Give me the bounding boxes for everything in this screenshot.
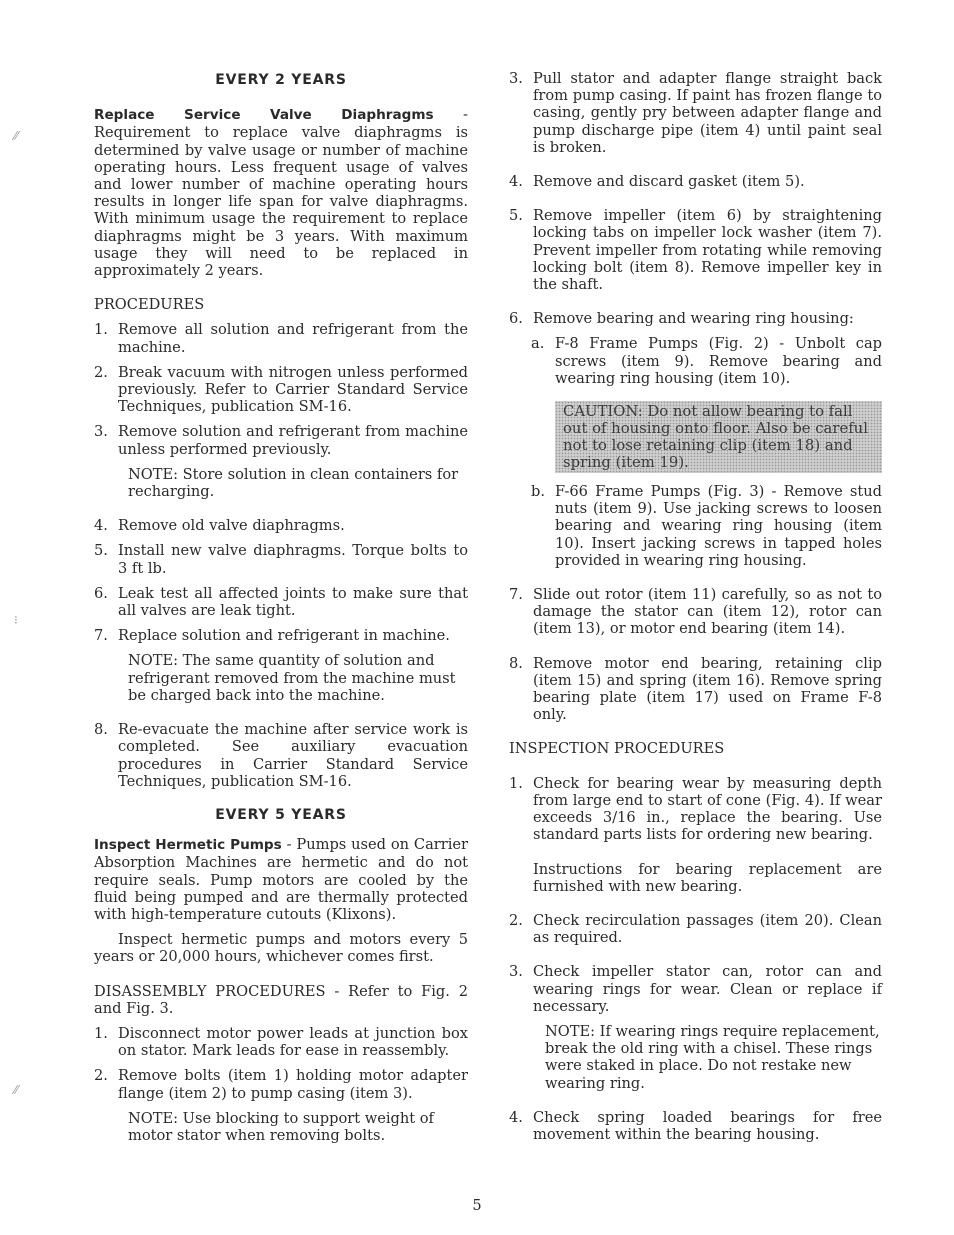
procedure-step: 2. Break vacuum with nitrogen unless performed previously. Refer to Carrier Standard Service Techniques, publication SM-16.: [94, 363, 468, 416]
procedure-step: 6. Leak test all affected joints to make sure that all valves are leak tight.: [94, 584, 468, 620]
disassembly-step: 7. Slide out rotor (item 11) carefully, so as not to damage the stator can (item 12), rotor can (item 13), or motor end bearing (item 14).: [509, 586, 882, 638]
replace-diaphragms-lead: Replace Service Valve Diaphragms: [94, 107, 434, 124]
disassembly-step: 1. Disconnect motor power leads at junction box on stator. Mark leads for ease in reassembly.: [94, 1024, 468, 1060]
disassembly-step: 5. Remove impeller (item 6) by straightening locking tabs on impeller lock washer (item 7). Prevent impeller from rotating while removing locking bolt (item 8). Remove impeller key in the shaft.: [509, 207, 882, 294]
disassembly-step: 2. Remove bolts (item 1) holding motor adapter flange (item 2) to pump casing (item 3).: [94, 1067, 468, 1102]
procedure-step: 4. Remove old valve diaphragms.: [94, 517, 345, 535]
disassembly-step: 4. Remove and discard gasket (item 5).: [509, 173, 805, 191]
inspection-step: 4. Check spring loaded bearings for free movement within the bearing housing.: [509, 1108, 882, 1143]
inspection-step: 1. Check for bearing wear by measuring depth from large end to start of cone (Fig. 4). If wear exceeds 3/16 in., replace the bearing. Use standard parts lists for ordering new bearing.: [509, 774, 882, 844]
sub-step-f8: a. F-8 Frame Pumps (Fig. 2) - Unbolt cap screws (item 9). Remove bearing and wearing ring housing (item 10).: [531, 335, 882, 387]
disassembly-step: 8. Remove motor end bearing, retaining clip (item 15) and spring (item 16). Remove spring bearing plate (item 17) used on Frame F-8 only.: [509, 654, 882, 724]
note-wearing-rings: NOTE: If wearing rings require replacement, break the old ring with a chisel. These rings were staked in place. Do not restake new wearing ring.: [545, 1022, 880, 1092]
note-store-solution: NOTE: Store solution in clean containers for recharging.: [128, 465, 459, 501]
procedures-label: PROCEDURES: [94, 296, 205, 314]
note-use-blocking: NOTE: Use blocking to support weight of motor stator when removing bolts.: [128, 1109, 434, 1144]
note-same-quantity: NOTE: The same quantity of solution and refrigerant removed from the machine must be charged back into the machine.: [128, 652, 456, 704]
replace-diaphragms-body: - Requirement to replace valve diaphragms is determined by valve usage or number of machine operating hours. Less frequent usage of valves and lower number of machine operating hours results in longer life span for valve diaphragms. With minimum usage the requirement to replace diaphragms might be 3 years. With maximum usage they will need to be replaced in approximately 2 years.: [94, 106, 468, 280]
disassembly-label: DISASSEMBLY PROCEDURES - Refer to Fig. 2 and Fig. 3.: [94, 982, 468, 1017]
section-heading-every-5-years: EVERY 5 YEARS: [215, 806, 347, 823]
procedure-step: 8. Re-evacuate the machine after service work is completed. See auxiliary evacuation procedures in Carrier Standard Service Techniques, publication SM-16.: [94, 721, 468, 790]
inspect-pumps-paragraph: [94, 836, 468, 923]
caution-box: CAUTION: Do not allow bearing to fall out of housing onto floor. Also be careful not to lose retaining clip (item 18) and spring (item 19).: [555, 401, 882, 473]
scan-mark: ⁄⁄: [14, 1083, 19, 1097]
inspect-pumps-body: - Pumps used on Carrier Absorption Machines are hermetic and do not require seals. Pump motors are cooled by the fluid being pumped and are thermally protected with high-temperature cutouts (Klixons).: [94, 836, 469, 923]
procedure-step: 7. Replace solution and refrigerant in machine.: [94, 627, 450, 645]
page-number: 5: [472, 1197, 482, 1214]
bearing-instructions: Instructions for bearing replacement are furnished with new bearing.: [533, 860, 882, 895]
section-heading-every-2-years: EVERY 2 YEARS: [215, 72, 347, 88]
sub-step-f66: b. F-66 Frame Pumps (Fig. 3) - Remove stud nuts (item 9). Use jacking screws to loosen bearing and wearing ring housing (item 10). Insert jacking screws in tapped holes provided in wearing ring housing.: [531, 483, 882, 569]
procedure-step: 1. Remove all solution and refrigerant from the machine.: [94, 321, 468, 356]
scan-mark: ⁝: [14, 613, 18, 627]
left-column: [94, 72, 468, 1144]
inspection-procedures-label: INSPECTION PROCEDURES: [509, 740, 725, 758]
procedure-step: 3. Remove solution and refrigerant from machine unless performed previously.: [94, 423, 468, 458]
disassembly-step: 6. Remove bearing and wearing ring housing:: [509, 310, 854, 328]
right-column: [509, 70, 882, 1143]
inspect-interval-paragraph: Inspect hermetic pumps and motors every 5 years or 20,000 hours, whichever comes first.: [94, 931, 468, 966]
inspect-pumps-lead: Inspect Hermetic Pumps: [94, 837, 282, 854]
inspection-step: 3. Check impeller stator can, rotor can and wearing rings for wear. Clean or replace if necessary.: [509, 963, 882, 1015]
procedure-step: 5. Install new valve diaphragms. Torque bolts to 3 ft lb.: [94, 542, 468, 577]
scan-mark: ⁄⁄: [14, 129, 19, 143]
inspection-step: 2. Check recirculation passages (item 20). Clean as required.: [509, 911, 882, 947]
replace-diaphragms-paragraph: [94, 106, 468, 279]
disassembly-step: 3. Pull stator and adapter flange straight back from pump casing. If paint has frozen flange to casing, gently pry between adapter flange and pump discharge pipe (item 4) until paint seal is broken.: [509, 70, 882, 156]
